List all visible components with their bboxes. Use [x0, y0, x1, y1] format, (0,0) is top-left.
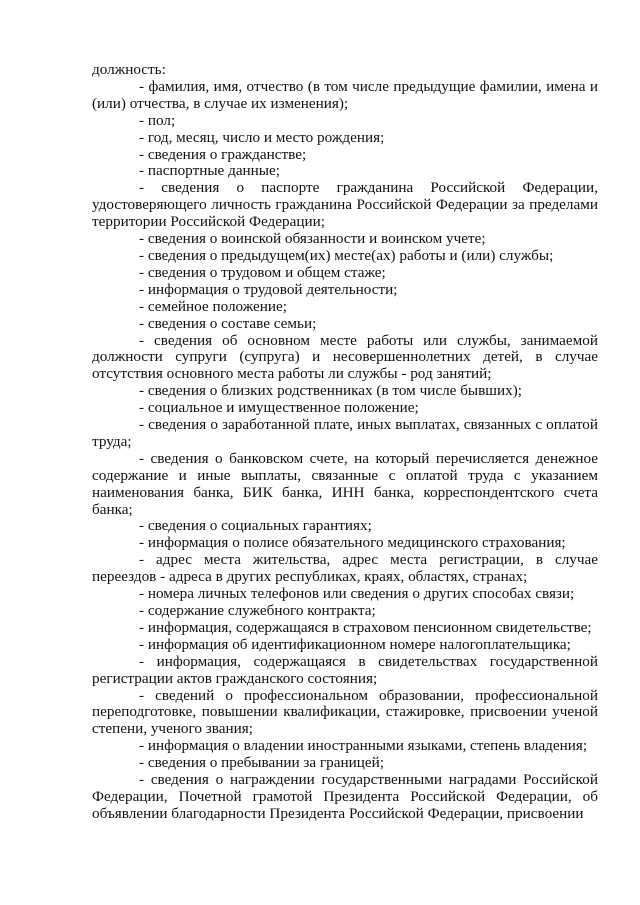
paragraph-relatives: - сведения о близких родственниках (в том числе бывших); [139, 382, 523, 400]
paragraph-sex: - пол; [139, 111, 176, 129]
paragraph-awards: - сведения о награждении государственными наградами Российской Федерации, Почетной грамотой Президента Российской Федерации, об объявлении благодарности Президента Российской Федерации, присвоении [92, 771, 598, 822]
paragraph-civil-registry: - информация, содержащаяся в свидетельствах государственной регистрации актов гражданского состояния; [92, 652, 598, 687]
paragraph-languages: - информация о владении иностранными языками, степень владения; [139, 737, 588, 755]
paragraph-passport: - паспортные данные; [139, 162, 280, 180]
paragraph-previous-work: - сведения о предыдущем(их) месте(ах) работы и (или) службы; [139, 246, 554, 264]
paragraph-contract: - содержание служебного контракта; [139, 602, 376, 619]
paragraph-insurance-policy: - информация о полисе обязательного медицинского страхования; [139, 534, 566, 552]
paragraph-seniority: - сведения о трудовом и общем стаже; [139, 263, 386, 281]
paragraph-phones: - номера личных телефонов или сведения о других способах связи; [139, 585, 575, 603]
paragraph-military: - сведения о воинской обязанности и воинском учете; [139, 230, 486, 248]
paragraph-marital-status: - семейное положение; [139, 297, 288, 315]
paragraph-salary: - сведения о заработанной плате, иных выплатах, связанных с оплатой труда; [92, 416, 598, 450]
paragraph-address: - адрес места жительства, адрес места регистрации, в случае переездов - адреса в других республиках, краях, областях, странах; [92, 551, 598, 586]
paragraph-position: должность: [92, 61, 166, 78]
document-page [92, 62, 598, 823]
paragraph-labor-activity: - информация о трудовой деятельности; [139, 280, 398, 298]
paragraph-birth: - год, месяц, число и место рождения; [139, 128, 385, 146]
paragraph-bank-account: - сведения о банковском счете, на который перечисляется денежное содержание и иные выплаты, связанные с оплатой труда с указанием наименования банка, БИК банка, ИНН банка, корреспондентского счета банка; [92, 449, 598, 518]
paragraph-tax-id: - информация об идентификационном номере налогоплательщика; [139, 635, 571, 653]
paragraph-spouse-work: - сведения об основном месте работы или службы, занимаемой должности супруги (супруга) и несовершеннолетних детей, в случае отсутствия основного места работы ли службы - род занятий; [92, 331, 598, 383]
paragraph-education: - сведений о профессиональном образовании, профессиональной переподготовке, повышении квалификации, стажировке, присвоении ученой степени, ученого звания; [92, 686, 598, 738]
paragraph-foreign-passport: - сведения о паспорте гражданина Российской Федерации, удостоверяющего личность гражданина Российской Федерации за пределами территории Российской Федерации; [92, 179, 598, 231]
paragraph-citizenship: - сведения о гражданстве; [139, 145, 307, 163]
paragraph-social-status: - социальное и имущественное положение; [139, 399, 419, 417]
paragraph-social-guarantees: - сведения о социальных гарантиях; [139, 517, 372, 535]
paragraph-pension-certificate: - информация, содержащаяся в страховом пенсионном свидетельстве; [139, 618, 592, 636]
paragraph-full-name: - фамилия, имя, отчество (в том числе предыдущие фамилии, имена и (или) отчества, в случае их изменения); [92, 77, 598, 112]
paragraph-family: - сведения о составе семьи; [139, 314, 317, 332]
paragraph-abroad: - сведения о пребывании за границей; [139, 754, 384, 772]
